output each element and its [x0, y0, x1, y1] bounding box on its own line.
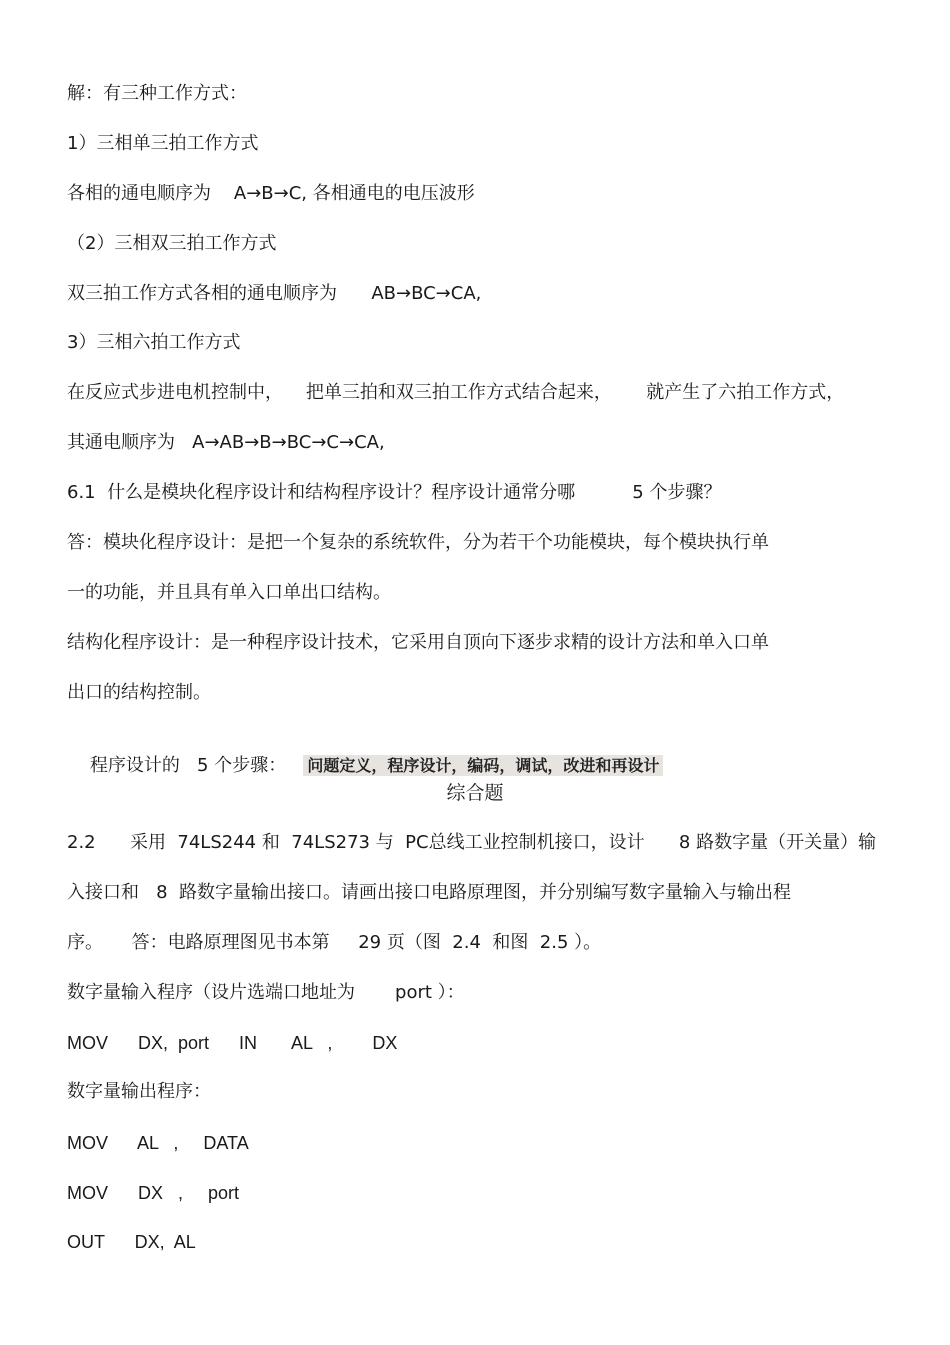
- output-code-line-3: OUT DX, AL: [67, 1232, 196, 1252]
- input-program-code: MOV DX, port IN AL , DX: [67, 1033, 398, 1053]
- mode-3-sequence: 其通电顺序为 A→AB→B→BC→C→CA,: [67, 432, 385, 453]
- mode-2-sequence: 双三拍工作方式各相的通电顺序为 AB→BC→CA,: [67, 283, 482, 304]
- answer-modular-2: 一的功能，并且具有单入口单出口结构。: [67, 582, 391, 603]
- output-code-line-2: MOV DX , port: [67, 1183, 240, 1203]
- answer-modular-1: 答：模块化程序设计：是把一个复杂的系统软件，分为若干个功能模块，每个模块执行单: [67, 532, 769, 553]
- question-6-1: 6.1 什么是模块化程序设计和结构程序设计？程序设计通常分哪 5 个步骤？: [67, 482, 722, 503]
- section-heading: 综合题: [446, 782, 504, 804]
- answer-structured-1: 结构化程序设计：是一种程序设计技术，它采用自顶向下逐步求精的设计方法和单入口单: [67, 632, 769, 653]
- mode-1-sequence: 各相的通电顺序为 A→B→C, 各相通电的电压波形: [67, 183, 475, 204]
- mode-1-heading: 1）三相单三拍工作方式: [67, 133, 259, 154]
- mode-3-heading: 3）三相六拍工作方式: [67, 332, 241, 353]
- five-steps-highlight: 问题定义，程序设计，编码，调试，改进和再设计: [303, 755, 663, 776]
- question-2-2-line-2: 入接口和 8 路数字量输出接口。请画出接口电路原理图，并分别编写数字量输入与输出程: [67, 882, 792, 903]
- input-program-heading: 数字量输入程序（设片选端口地址为 port ）：: [67, 982, 465, 1003]
- five-steps-label: 程序设计的 5 个步骤：: [89, 755, 304, 776]
- mode-3-description: 在反应式步进电机控制中， 把单三拍和双三拍工作方式结合起来， 就产生了六拍工作方式，: [67, 382, 845, 403]
- answer-structured-2: 出口的结构控制。: [67, 682, 211, 703]
- mode-2-heading: （2）三相双三拍工作方式: [67, 233, 277, 254]
- output-program-heading: 数字量输出程序：: [67, 1081, 211, 1102]
- answer-intro: 解：有三种工作方式：: [67, 83, 247, 104]
- question-2-2-line-3: 序。 答：电路原理图见书本第 29 页（图 2.4 和图 2.5 ）。: [67, 932, 602, 953]
- output-code-line-1: MOV AL , DATA: [67, 1133, 249, 1153]
- question-2-2-line-1: 2.2 采用 74LS244 和 74LS273 与 PC总线工业控制机接口，设计 8 路数字量（开关量）输: [67, 832, 877, 853]
